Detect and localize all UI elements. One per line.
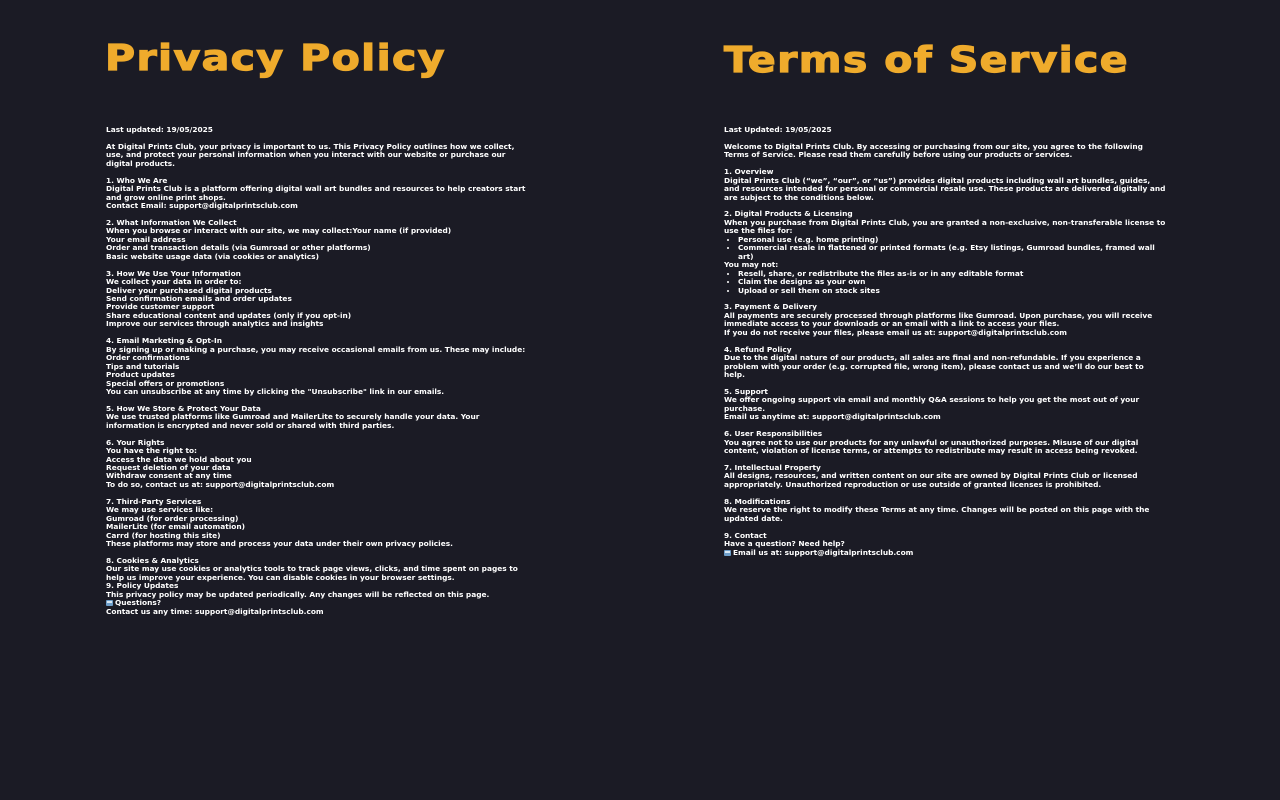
privacy-s3-line: Deliver your purchased digital products	[106, 285, 272, 295]
terms-s8-text: We reserve the right to modify these Terms at any time. Changes will be posted on this page with the updated date.	[724, 505, 1150, 523]
terms-s8-heading: 8. Modifications	[724, 496, 791, 506]
privacy-s9-heading: 9. Policy Updates	[106, 581, 179, 591]
terms-may-not: You may not:	[724, 260, 779, 270]
privacy-s4-line: Tips and tutorials	[106, 361, 180, 371]
terms-s6-text: You agree not to use our products for any unlawful or unauthorized purposes. Misuse of our digital content, violation of license terms, or attempts to redistribute may result in access being revoked.	[724, 437, 1139, 456]
terms-allowed-list	[724, 236, 1166, 261]
terms-forbidden-list	[724, 270, 1166, 295]
privacy-questions-contact: Contact us any time: support@digitalprintsclub.com	[106, 606, 324, 616]
terms-s1-text: Digital Prints Club (“we”, “our”, or “us”) provides digital products including wall art bundles, guides, and resources intended for personal or commercial resale use. These products are delivered digitally and are subject to the conditions below.	[724, 175, 1166, 202]
privacy-policy-title: Privacy Policy	[105, 38, 446, 79]
list-item: • Resell, share, or redistribute the files as-is or in any editable format	[738, 270, 1166, 278]
privacy-s3-line: We collect your data in order to:	[106, 277, 242, 287]
privacy-s7-line: These platforms may store and process your data under their own privacy policies.	[106, 539, 453, 549]
terms-s7-text: All designs, resources, and written content on our site are owned by Digital Prints Club or licensed appropriately. Unauthorized reproduction or use outside of granted licenses is prohibited.	[724, 471, 1138, 489]
privacy-s4-line: Order confirmations	[106, 353, 190, 363]
privacy-s3-line: Share educational content and updates (only if you opt-in)	[106, 310, 352, 320]
privacy-s7-line: We may use services like:	[106, 505, 214, 515]
privacy-s4-heading: 4. Email Marketing & Opt-In	[106, 336, 223, 346]
privacy-s7-heading: 7. Third-Party Services	[106, 496, 202, 506]
privacy-s6-line: You have the right to:	[106, 446, 198, 456]
terms-s2-text: When you purchase from Digital Prints Club, you are granted a non-exclusive, non-transferable license to use the files for:	[724, 217, 1166, 236]
privacy-s4-line: By signing up or making a purchase, you may receive occasional emails from us. These may include:	[106, 344, 526, 354]
terms-intro: Welcome to Digital Prints Club. By accessing or purchasing from our site, you agree to the following Terms of Service. Please read them carefully before using our products or services.	[724, 141, 1143, 160]
list-item: • Upload or sell them on stock sites	[738, 287, 1166, 295]
privacy-s8-text: Our site may use cookies or analytics tools to track page views, clicks, and time spent on pages to help us improve your experience. You can disable cookies in your browser settings.	[106, 564, 518, 582]
mailbox-icon	[106, 600, 113, 606]
terms-s4-text: Due to the digital nature of our products, all sales are final and non-refundable. If you experience a problem with your order (e.g. corrupted file, wrong item), please contact us and we’ll do our best to help.	[724, 353, 1144, 380]
terms-s4-heading: 4. Refund Policy	[724, 344, 792, 354]
privacy-s7-line: Gumroad (for order processing)	[106, 513, 239, 523]
privacy-s6-line: Request deletion of your data	[106, 463, 231, 473]
privacy-s3-line: Provide customer support	[106, 302, 215, 312]
privacy-s2-line: Order and transaction details (via Gumroad or other platforms)	[106, 243, 371, 253]
terms-of-service-title: Terms of Service	[724, 40, 1129, 81]
privacy-s6-line: Withdraw consent at any time	[106, 471, 232, 481]
privacy-s7-line: Carrd (for hosting this site)	[106, 530, 221, 540]
terms-s6-heading: 6. User Responsibilities	[724, 429, 823, 439]
privacy-s6-heading: 6. Your Rights	[106, 437, 165, 447]
terms-s5-text: We offer ongoing support via email and monthly Q&A sessions to help you get the most out of your purchase.	[724, 395, 1140, 413]
privacy-s6-line: Access the data we hold about you	[106, 454, 252, 464]
privacy-s5-text: We use trusted platforms like Gumroad and MailerLite to securely handle your data. Your information is encrypted and never sold or shared with third parties.	[106, 412, 480, 430]
privacy-policy-content	[106, 126, 526, 616]
privacy-s7-line: MailerLite (for email automation)	[106, 522, 245, 532]
mailbox-icon	[724, 550, 731, 556]
privacy-s1-contact: Contact Email: support@digitalprintsclub.com	[106, 201, 298, 211]
privacy-s4-line: Product updates	[106, 370, 175, 380]
privacy-intro: At Digital Prints Club, your privacy is important to us. This Privacy Policy outlines how we collect, use, and protect your personal information when you interact with our website or purchase our digital products.	[106, 141, 515, 168]
privacy-s1-heading: 1. Who We Are	[106, 175, 168, 185]
privacy-s2-line: Your email address	[106, 234, 186, 244]
privacy-s4-line: You can unsubscribe at any time by clicking the "Unsubscribe" link in our emails.	[106, 386, 445, 396]
terms-s7-heading: 7. Intellectual Property	[724, 463, 821, 472]
privacy-s6-line: To do so, contact us at: support@digitalprintsclub.com	[106, 479, 335, 489]
privacy-s4-line: Special offers or promotions	[106, 378, 225, 388]
privacy-s1-text: Digital Prints Club is a platform offering digital wall art bundles and resources to help creators start and grow online print shops.	[106, 184, 526, 202]
terms-s9-email-line	[724, 549, 1166, 557]
privacy-last-updated: Last updated: 19/05/2025	[106, 125, 213, 134]
terms-s9-email: Email us at: support@digitalprintsclub.com	[733, 547, 914, 557]
privacy-s3-line: Improve our services through analytics and insights	[106, 319, 324, 329]
privacy-s3-line: Send confirmation emails and order updates	[106, 294, 292, 303]
privacy-s9-text: This privacy policy may be updated periodically. Any changes will be reflected on this page.	[106, 589, 490, 599]
terms-s3-text: All payments are securely processed through platforms like Gumroad. Upon purchase, you will receive immediate access to your downloads or an email with a link to access your files.	[724, 310, 1153, 329]
privacy-s3-heading: 3. How We Use Your Information	[106, 268, 241, 278]
privacy-s2-line: Basic website usage data (via cookies or analytics)	[106, 251, 319, 261]
terms-s9-heading: 9. Contact	[724, 530, 767, 540]
terms-of-service-content	[724, 126, 1166, 557]
terms-s2-heading: 2. Digital Products & Licensing	[724, 209, 853, 219]
terms-s5-heading: 5. Support	[724, 386, 768, 396]
terms-s3-text2: If you do not receive your files, please email us at: support@digitalprintsclub.com	[724, 327, 1067, 337]
terms-s5-text2: Email us anytime at: support@digitalprintsclub.com	[724, 412, 941, 422]
list-item: • Commercial resale in flattened or printed formats (e.g. Etsy listings, Gumroad bundles, framed wall art)	[738, 244, 1166, 261]
list-item: • Claim the designs as your own	[738, 278, 1166, 286]
terms-s9-text: Have a question? Need help?	[724, 539, 845, 549]
terms-last-updated: Last Updated: 19/05/2025	[724, 125, 832, 134]
privacy-questions-label: Questions?	[115, 598, 162, 608]
terms-s1-heading: 1. Overview	[724, 167, 774, 177]
list-item: • Personal use (e.g. home printing)	[738, 236, 1166, 244]
privacy-s2-line: When you browse or interact with our site, we may collect:Your name (if provided)	[106, 226, 452, 236]
terms-s3-heading: 3. Payment & Delivery	[724, 302, 817, 312]
privacy-s2-heading: 2. What Information We Collect	[106, 217, 237, 227]
privacy-s8-heading: 8. Cookies & Analytics	[106, 555, 199, 565]
privacy-s5-heading: 5. How We Store & Protect Your Data	[106, 403, 261, 413]
